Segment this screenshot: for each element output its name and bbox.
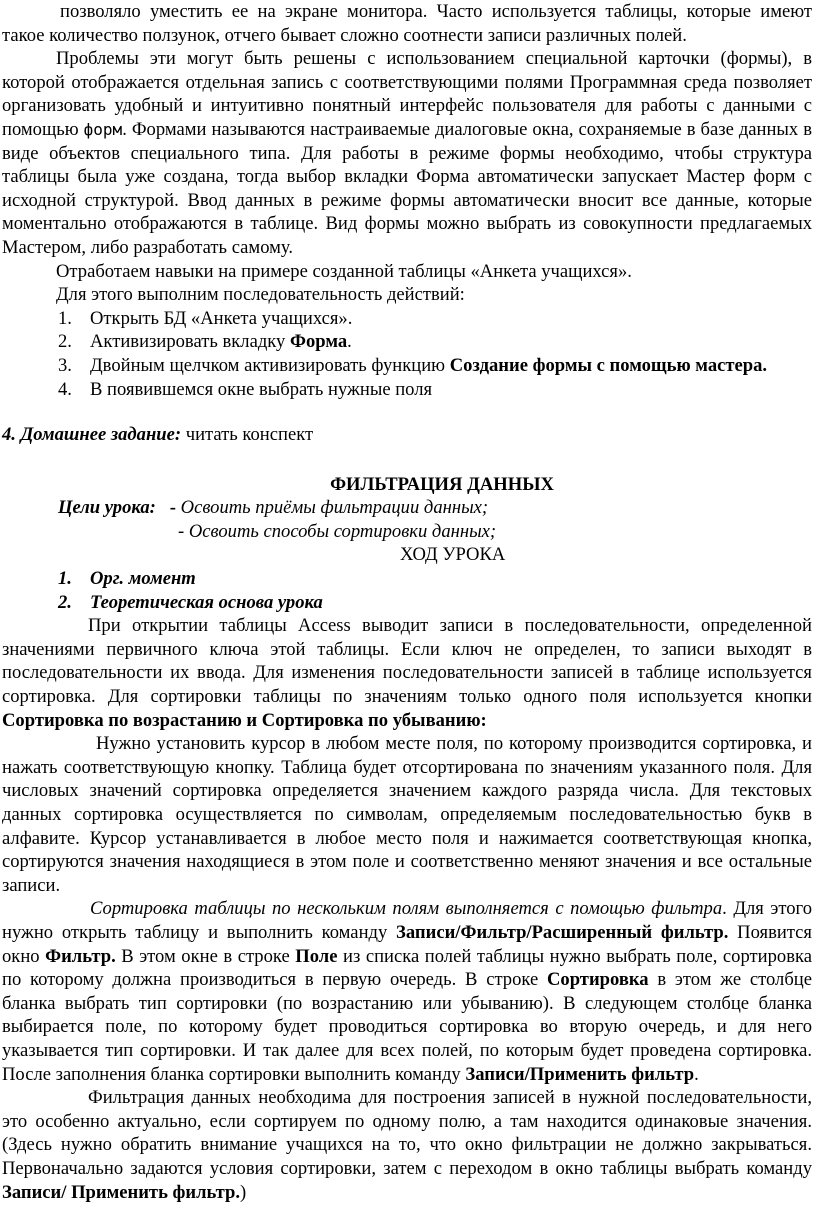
text-segment: . — [694, 1063, 699, 1085]
lesson-item — [58, 591, 812, 615]
text-segment: Форма — [290, 331, 348, 353]
step-number: 4. — [58, 378, 72, 400]
goals-line-1 — [2, 496, 812, 520]
text-segment: Поле — [295, 945, 338, 967]
text-segment: Сортировка по возрастанию и Сортировка по убыванию: — [2, 709, 487, 731]
plan-title: ХОД УРОКА — [400, 544, 506, 566]
step-item — [58, 354, 812, 378]
goals-label: Цели урока: — [58, 497, 156, 519]
text-segment: В этом окне в строке — [115, 945, 296, 967]
step-number: 3. — [58, 354, 72, 376]
text-segment: Появится окно — [2, 921, 812, 967]
text-segment: форм — [83, 119, 123, 139]
text-segment: ) — [240, 1181, 247, 1203]
step-item — [58, 330, 812, 354]
goals-dash: - — [155, 497, 181, 519]
homework-line — [2, 423, 812, 447]
spacer — [2, 401, 812, 423]
step-number: 2. — [58, 331, 72, 353]
text-segment: Проблемы эти могут быть решены с использованием специальной карточки (формы), в которой отображается отдельная запись с соответствующими полями Программная среда позволяет организовать удобный и интуитивно понятный интерфейс пользователя для работы с данными с помощью — [2, 48, 812, 140]
text-segment: В появившемся окне выбрать нужные поля — [90, 378, 433, 400]
text-segment: в этом же столбце бланка выбрать тип сортировки (по возрастанию или убыванию). В следующем столбце бланка выбирается поле, по которому будет проводиться сортировка во вторую очередь, и для него указывается тип сортировки. И так далее для всех полей, по которым будет проведена сортировка. После заполнения бланка сортировки выполнить команду — [2, 969, 812, 1085]
lesson-item-number: 1. — [58, 568, 72, 590]
intro-paragraph-3: Отработаем навыки на примере созданной таблицы «Анкета учащихся». — [56, 260, 632, 282]
body-paragraph-2: Нужно установить курсор в любом месте поля, по которому производится сортировка, и нажать соответствующую кнопку. Таблица будет отсортирована по значениям указанного поля. Для числовых значений сортировка определяется значением каждого разряда числа. Для текстовых данных сортировка осуществляется по символам, определяемым последовательностью букв в алфавите. Курсор устанавливается в любое место поля и нажимается соответствующая кнопка, сортируются значения находящиеся в этом поле и соответственно меняют значения и все остальные записи. — [2, 733, 812, 896]
section-title: ФИЛЬТРАЦИЯ ДАННЫХ — [330, 473, 554, 495]
text-segment: Активизировать вкладку — [90, 331, 290, 353]
lesson-item-number: 2. — [58, 591, 72, 613]
intro-paragraph-2 — [2, 47, 812, 259]
text-segment: Сортировка — [546, 969, 649, 991]
text-segment: из списка полей таблицы нужно выбрать поле, сортировка по которому должна производиться в первую очередь. В строке — [2, 945, 812, 991]
text-segment: Создание формы с помощью мастера. — [449, 354, 768, 376]
text-segment: Записи/Применить фильтр — [465, 1063, 695, 1085]
body-paragraph-4 — [2, 1086, 812, 1204]
text-segment: Фильтрация данных необходима для построения записей в нужной последовательности, это особенно актуально, если сортируем по одному полю, а там находится одинаковые значения. (Здесь нужно обратить внимание учащихся на то, что окно фильтрации не должно закрываться. Первоначально задаются условия сортировки, затем с переходом в окно таблицы выбрать команду — [2, 1087, 812, 1179]
goal-1: Освоить приёмы фильтрации данных; — [180, 497, 489, 519]
intro-paragraph-1: позволяло уместить ее на экране монитора. Часто используется таблицы, которые имеют такое количество ползунок, отчего бывает сложно соотнести записи различных полей. — [2, 1, 812, 46]
text-segment: Фильтр. — [45, 945, 116, 967]
lesson-item-text: Теоретическая основа урока — [90, 591, 323, 613]
text-segment: При открытии таблицы Access выводит записи в последовательности, определенной значениями первичного ключа этой таблицы. Если ключ не определен, то записи выходят в последовательности их ввода. Для изменения последовательности записей в таблице используется сортировка. Для сортировки таблицы по значениям только одного поля используется кнопки — [2, 615, 812, 708]
homework-label: 4. Домашнее задание: — [2, 424, 182, 446]
homework-text: читать конспект — [181, 424, 314, 446]
goal-2: - Освоить способы сортировки данных; — [178, 520, 497, 542]
body-paragraph-1 — [2, 614, 812, 732]
steps-list — [2, 307, 812, 401]
body-paragraph-3 — [2, 897, 812, 1086]
text-segment: . — [347, 331, 352, 353]
step-number: 1. — [58, 307, 72, 329]
text-segment: Записи/ Применить фильтр. — [2, 1181, 241, 1203]
text-segment: Открыть БД «Анкета учащихся». — [90, 307, 353, 329]
text-segment: Сортировка таблицы по нескольким полям выполняется с помощью фильтра — [90, 898, 723, 920]
lesson-item-text: Орг. момент — [90, 568, 196, 590]
text-segment: . Для этого нужно открыть таблицу и выполнить команду — [2, 898, 812, 943]
step-item — [58, 307, 812, 331]
spacer — [2, 447, 812, 473]
intro-paragraph-4: Для этого выполним последовательность действий: — [56, 284, 465, 306]
lesson-items — [2, 567, 812, 614]
step-item — [58, 378, 812, 402]
text-segment: . Формами называются настраиваемые диалоговые окна, сохраняемые в базе данных в виде объектов специального типа. Для работы в режиме формы необходимо, чтобы структура таблицы была уже создана, тогда выбор вкладки Форма автоматически запускает Мастер форм с исходной структурой. Ввод данных в режиме формы автоматически вносит все данные, которые моментально отображаются в таблице. Вид формы можно выбрать из совокупности предлагаемых Мастером, либо разработать самому. — [2, 118, 813, 258]
text-segment: Записи/Фильтр/Расширенный фильтр. — [396, 921, 729, 943]
text-segment: Двойным щелчком активизировать функцию — [90, 354, 450, 376]
lesson-item — [58, 567, 812, 591]
